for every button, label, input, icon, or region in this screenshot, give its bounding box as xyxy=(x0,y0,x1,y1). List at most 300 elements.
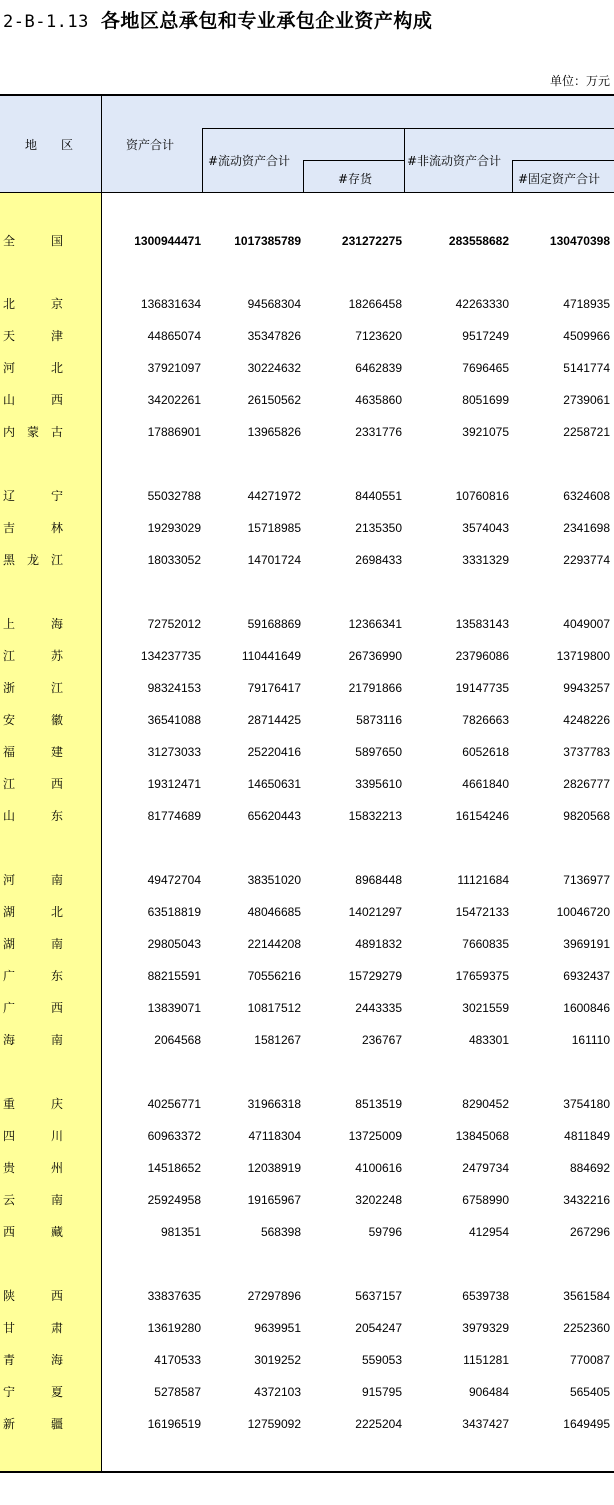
cell-inventory: 26736990 xyxy=(348,649,402,663)
region-name xyxy=(3,550,63,570)
cell-total-assets: 16196519 xyxy=(147,1417,201,1431)
region-name xyxy=(3,1286,63,1306)
cell-current-assets: 28714425 xyxy=(247,713,301,727)
cell-total-assets: 60963372 xyxy=(147,1129,201,1143)
region-name xyxy=(3,1190,63,1210)
region-name xyxy=(3,1350,63,1370)
region-name xyxy=(3,1094,63,1114)
table-row xyxy=(0,806,614,826)
region-name xyxy=(3,1126,63,1146)
table-row xyxy=(0,710,614,730)
region-name xyxy=(3,1158,63,1178)
table-row xyxy=(0,390,614,410)
cell-fixed-assets: 5141774 xyxy=(563,361,610,375)
region-char: 疆 xyxy=(50,1417,63,1431)
region-char: 上 xyxy=(3,617,16,631)
cell-current-assets: 22144208 xyxy=(247,937,301,951)
region-char: 蒙 xyxy=(26,425,39,439)
cell-inventory: 915795 xyxy=(361,1385,402,1399)
table-row xyxy=(0,1286,614,1306)
table-row xyxy=(0,294,614,314)
region-char: 辽 xyxy=(3,489,16,503)
cell-total-assets: 34202261 xyxy=(147,393,201,407)
cell-noncurrent-assets: 6539738 xyxy=(462,1289,509,1303)
cell-noncurrent-assets: 283558682 xyxy=(448,234,509,248)
cell-inventory: 15729279 xyxy=(348,969,402,983)
cell-fixed-assets: 3754180 xyxy=(563,1097,610,1111)
cell-noncurrent-assets: 6758990 xyxy=(462,1193,509,1207)
cell-noncurrent-assets: 13845068 xyxy=(455,1129,509,1143)
cell-inventory: 236767 xyxy=(361,1033,402,1047)
region-char: 苏 xyxy=(50,649,63,663)
page-title xyxy=(3,6,432,33)
region-name xyxy=(3,422,63,442)
region-char: 山 xyxy=(3,809,16,823)
cell-total-assets: 2064568 xyxy=(154,1033,201,1047)
cell-fixed-assets: 267296 xyxy=(569,1225,610,1239)
cell-total-assets: 136831634 xyxy=(140,297,201,311)
cell-total-assets: 88215591 xyxy=(147,969,201,983)
cell-current-assets: 9639951 xyxy=(254,1321,301,1335)
cell-current-assets: 1581267 xyxy=(254,1033,301,1047)
region-char: 河 xyxy=(3,361,16,375)
cell-total-assets: 72752012 xyxy=(147,617,201,631)
cell-fixed-assets: 2252360 xyxy=(563,1321,610,1335)
table-row xyxy=(0,1030,614,1050)
header-rule xyxy=(512,160,614,161)
cell-total-assets: 134237735 xyxy=(140,649,201,663)
region-name xyxy=(3,966,63,986)
region-name xyxy=(3,294,63,314)
cell-fixed-assets: 2293774 xyxy=(563,553,610,567)
cell-noncurrent-assets: 2479734 xyxy=(462,1161,509,1175)
cell-total-assets: 81774689 xyxy=(147,809,201,823)
header-current-assets: #流动资产合计 xyxy=(208,154,291,168)
region-char: 西 xyxy=(3,1225,16,1239)
cell-inventory: 21791866 xyxy=(348,681,402,695)
cell-total-assets: 29805043 xyxy=(147,937,201,951)
cell-inventory: 8440551 xyxy=(355,489,402,503)
cell-inventory: 8968448 xyxy=(355,873,402,887)
header-fixed-assets: #固定资产合计 xyxy=(518,172,601,186)
table-row xyxy=(0,646,614,666)
cell-fixed-assets: 770087 xyxy=(569,1353,610,1367)
cell-inventory: 231272275 xyxy=(341,234,402,248)
cell-inventory: 18266458 xyxy=(348,297,402,311)
region-char: 南 xyxy=(50,1193,63,1207)
header-inventory: #存货 xyxy=(338,172,373,186)
cell-inventory: 4100616 xyxy=(355,1161,402,1175)
cell-current-assets: 59168869 xyxy=(247,617,301,631)
region-char: 江 xyxy=(3,777,16,791)
cell-inventory: 5637157 xyxy=(355,1289,402,1303)
cell-current-assets: 48046685 xyxy=(247,905,301,919)
region-char: 南 xyxy=(50,873,63,887)
region-char: 国 xyxy=(50,234,63,248)
header-divider xyxy=(404,128,405,192)
cell-total-assets: 14518652 xyxy=(147,1161,201,1175)
cell-total-assets: 981351 xyxy=(160,1225,201,1239)
cell-total-assets: 25924958 xyxy=(147,1193,201,1207)
cell-fixed-assets: 6932437 xyxy=(563,969,610,983)
region-char: 徽 xyxy=(50,713,63,727)
cell-current-assets: 79176417 xyxy=(247,681,301,695)
region-char: 南 xyxy=(50,1033,63,1047)
table-row xyxy=(0,518,614,538)
cell-noncurrent-assets: 3331329 xyxy=(462,553,509,567)
header-rule xyxy=(303,160,404,161)
cell-total-assets: 1300944471 xyxy=(134,234,201,248)
cell-total-assets: 49472704 xyxy=(147,873,201,887)
cell-total-assets: 18033052 xyxy=(147,553,201,567)
region-char: 重 xyxy=(3,1097,16,1111)
cell-current-assets: 4372103 xyxy=(254,1385,301,1399)
cell-noncurrent-assets: 3021559 xyxy=(462,1001,509,1015)
cell-current-assets: 12038919 xyxy=(247,1161,301,1175)
cell-fixed-assets: 10046720 xyxy=(556,905,610,919)
header-bottom-rule xyxy=(0,192,614,193)
cell-inventory: 5873116 xyxy=(356,713,402,727)
region-char: 内 xyxy=(3,425,16,439)
cell-fixed-assets: 565405 xyxy=(569,1385,610,1399)
region-char: 京 xyxy=(50,297,63,311)
cell-current-assets: 12759092 xyxy=(247,1417,301,1431)
region-char: 四 xyxy=(3,1129,16,1143)
region-char: 建 xyxy=(50,745,63,759)
region-char: 夏 xyxy=(50,1385,63,1399)
table-row xyxy=(0,774,614,794)
cell-inventory: 12366341 xyxy=(348,617,402,631)
cell-noncurrent-assets: 23796086 xyxy=(455,649,509,663)
region-char: 江 xyxy=(50,553,63,567)
region-char: 海 xyxy=(3,1033,16,1047)
table-row xyxy=(0,934,614,954)
header-region: 地 区 xyxy=(25,138,74,152)
header-divider xyxy=(512,160,513,192)
table-row xyxy=(0,550,614,570)
region-char: 南 xyxy=(50,937,63,951)
cell-fixed-assets: 4248226 xyxy=(563,713,610,727)
cell-inventory: 559053 xyxy=(361,1353,402,1367)
cell-current-assets: 13965826 xyxy=(247,425,301,439)
cell-fixed-assets: 9820568 xyxy=(563,809,610,823)
region-char: 藏 xyxy=(50,1225,63,1239)
cell-current-assets: 47118304 xyxy=(248,1129,301,1143)
cell-fixed-assets: 2826777 xyxy=(563,777,610,791)
cell-noncurrent-assets: 4661840 xyxy=(462,777,509,791)
cell-fixed-assets: 2739061 xyxy=(563,393,610,407)
cell-noncurrent-assets: 15472133 xyxy=(455,905,509,919)
cell-inventory: 2331776 xyxy=(355,425,402,439)
region-char: 海 xyxy=(50,617,63,631)
cell-noncurrent-assets: 8051699 xyxy=(462,393,509,407)
cell-current-assets: 1017385789 xyxy=(234,234,301,248)
region-char: 西 xyxy=(50,1001,63,1015)
region-char: 北 xyxy=(50,905,63,919)
region-char: 津 xyxy=(50,329,63,343)
header-rule xyxy=(202,128,614,129)
table-row xyxy=(0,998,614,1018)
table-row xyxy=(0,231,614,251)
cell-current-assets: 110441649 xyxy=(241,649,301,663)
cell-fixed-assets: 3561584 xyxy=(563,1289,610,1303)
region-char: 宁 xyxy=(50,489,63,503)
cell-total-assets: 63518819 xyxy=(147,905,201,919)
cell-current-assets: 3019252 xyxy=(254,1353,301,1367)
region-char: 安 xyxy=(3,713,16,727)
cell-total-assets: 36541088 xyxy=(147,713,201,727)
region-char: 肃 xyxy=(50,1321,63,1335)
cell-inventory: 59796 xyxy=(368,1225,402,1239)
region-char: 东 xyxy=(50,809,63,823)
cell-noncurrent-assets: 3979329 xyxy=(462,1321,509,1335)
unit-label: 单位：万元 xyxy=(549,74,610,88)
cell-current-assets: 14650631 xyxy=(247,777,301,791)
region-char: 江 xyxy=(3,649,16,663)
table-row xyxy=(0,1414,614,1434)
region-char: 东 xyxy=(50,969,63,983)
region-char: 龙 xyxy=(26,553,39,567)
cell-current-assets: 31966318 xyxy=(247,1097,301,1111)
cell-noncurrent-assets: 906484 xyxy=(468,1385,509,1399)
cell-fixed-assets: 4718935 xyxy=(563,297,610,311)
region-name xyxy=(3,486,63,506)
region-name xyxy=(3,902,63,922)
region-name xyxy=(3,358,63,378)
region-char: 河 xyxy=(3,873,16,887)
cell-total-assets: 4170533 xyxy=(154,1353,201,1367)
cell-inventory: 13725009 xyxy=(348,1129,402,1143)
region-char: 北 xyxy=(50,361,63,375)
region-char: 天 xyxy=(3,329,16,343)
cell-noncurrent-assets: 7660835 xyxy=(462,937,509,951)
table-row xyxy=(0,1382,614,1402)
cell-fixed-assets: 4509966 xyxy=(563,329,610,343)
region-char: 新 xyxy=(3,1417,16,1431)
cell-noncurrent-assets: 3437427 xyxy=(462,1417,509,1431)
table-code: 2-B-1.13 xyxy=(3,12,89,32)
table-row xyxy=(0,358,614,378)
cell-current-assets: 70556216 xyxy=(247,969,301,983)
table-row xyxy=(0,902,614,922)
region-char: 陕 xyxy=(3,1289,16,1303)
cell-fixed-assets: 6324608 xyxy=(563,489,610,503)
cell-current-assets: 25220416 xyxy=(247,745,301,759)
cell-noncurrent-assets: 412954 xyxy=(468,1225,509,1239)
region-name xyxy=(3,1414,63,1434)
cell-current-assets: 27297896 xyxy=(247,1289,301,1303)
region-char: 江 xyxy=(50,681,63,695)
cell-noncurrent-assets: 7826663 xyxy=(462,713,509,727)
cell-noncurrent-assets: 9517249 xyxy=(462,329,509,343)
bottom-rule xyxy=(0,1471,614,1473)
cell-noncurrent-assets: 16154246 xyxy=(455,809,509,823)
region-column-bg xyxy=(0,192,101,1471)
cell-current-assets: 15718985 xyxy=(247,521,301,535)
cell-current-assets: 568398 xyxy=(260,1225,301,1239)
region-char: 山 xyxy=(3,393,16,407)
cell-fixed-assets: 1600846 xyxy=(563,1001,610,1015)
cell-current-assets: 38351020 xyxy=(247,873,301,887)
cell-noncurrent-assets: 42263330 xyxy=(455,297,509,311)
cell-current-assets: 44271972 xyxy=(247,489,301,503)
region-char: 甘 xyxy=(3,1321,16,1335)
table-row xyxy=(0,1350,614,1370)
cell-noncurrent-assets: 8290452 xyxy=(462,1097,509,1111)
cell-fixed-assets: 130470398 xyxy=(549,234,610,248)
cell-total-assets: 33837635 xyxy=(147,1289,201,1303)
cell-noncurrent-assets: 7696465 xyxy=(462,361,509,375)
region-char: 黑 xyxy=(3,553,16,567)
region-name xyxy=(3,1382,63,1402)
table-row xyxy=(0,1126,614,1146)
region-char: 西 xyxy=(50,393,63,407)
cell-noncurrent-assets: 17659375 xyxy=(455,969,509,983)
region-char: 云 xyxy=(3,1193,16,1207)
cell-inventory: 2054247 xyxy=(355,1321,402,1335)
cell-total-assets: 98324153 xyxy=(147,681,201,695)
cell-inventory: 2443335 xyxy=(355,1001,402,1015)
region-name xyxy=(3,1222,63,1242)
region-name xyxy=(3,774,63,794)
region-char: 州 xyxy=(50,1161,63,1175)
cell-inventory: 2698433 xyxy=(355,553,402,567)
cell-current-assets: 26150562 xyxy=(247,393,301,407)
region-char: 湖 xyxy=(3,937,16,951)
cell-inventory: 14021297 xyxy=(348,905,402,919)
cell-noncurrent-assets: 1151281 xyxy=(463,1353,509,1367)
region-name xyxy=(3,998,63,1018)
cell-inventory: 6462839 xyxy=(355,361,402,375)
table-row xyxy=(0,1318,614,1338)
cell-total-assets: 13619280 xyxy=(147,1321,201,1335)
region-char: 青 xyxy=(3,1353,16,1367)
cell-fixed-assets: 9943257 xyxy=(563,681,610,695)
cell-noncurrent-assets: 13583143 xyxy=(455,617,509,631)
table-row xyxy=(0,1094,614,1114)
cell-current-assets: 19165967 xyxy=(247,1193,301,1207)
region-char: 北 xyxy=(3,297,16,311)
region-char: 浙 xyxy=(3,681,16,695)
cell-noncurrent-assets: 10760816 xyxy=(455,489,509,503)
cell-fixed-assets: 3737783 xyxy=(563,745,610,759)
cell-inventory: 3395610 xyxy=(355,777,402,791)
region-char: 广 xyxy=(3,1001,16,1015)
region-char: 全 xyxy=(3,234,16,248)
region-char: 林 xyxy=(50,521,63,535)
cell-fixed-assets: 3969191 xyxy=(563,937,610,951)
cell-total-assets: 37921097 xyxy=(147,361,201,375)
header-divider xyxy=(202,128,203,192)
region-char: 海 xyxy=(50,1353,63,1367)
region-name xyxy=(3,742,63,762)
cell-total-assets: 13839071 xyxy=(147,1001,201,1015)
cell-fixed-assets: 3432216 xyxy=(563,1193,610,1207)
cell-noncurrent-assets: 19147735 xyxy=(455,681,509,695)
cell-total-assets: 44865074 xyxy=(147,329,201,343)
cell-fixed-assets: 2258721 xyxy=(563,425,610,439)
cell-inventory: 7123620 xyxy=(355,329,402,343)
table-row xyxy=(0,1222,614,1242)
cell-total-assets: 31273033 xyxy=(147,745,201,759)
cell-inventory: 5897650 xyxy=(355,745,402,759)
cell-noncurrent-assets: 11121684 xyxy=(457,873,509,887)
table-row xyxy=(0,326,614,346)
cell-total-assets: 17886901 xyxy=(147,425,201,439)
table-row xyxy=(0,422,614,442)
table-row xyxy=(0,966,614,986)
cell-inventory: 8513519 xyxy=(355,1097,402,1111)
region-name xyxy=(3,390,63,410)
cell-fixed-assets: 4811849 xyxy=(564,1129,610,1143)
region-name xyxy=(3,231,63,251)
table-row xyxy=(0,486,614,506)
region-name xyxy=(3,326,63,346)
table-row xyxy=(0,742,614,762)
cell-inventory: 4635860 xyxy=(355,393,402,407)
cell-current-assets: 35347826 xyxy=(247,329,301,343)
region-char: 湖 xyxy=(3,905,16,919)
cell-current-assets: 30224632 xyxy=(247,361,301,375)
cell-current-assets: 94568304 xyxy=(247,297,301,311)
region-name xyxy=(3,934,63,954)
region-char: 庆 xyxy=(50,1097,63,1111)
region-name xyxy=(3,806,63,826)
region-char: 宁 xyxy=(3,1385,16,1399)
table-row xyxy=(0,614,614,634)
cell-fixed-assets: 4049007 xyxy=(563,617,610,631)
region-char: 吉 xyxy=(3,521,16,535)
region-char: 广 xyxy=(3,969,16,983)
header-noncurrent-assets: #非流动资产合计 xyxy=(407,154,502,168)
table-row xyxy=(0,1158,614,1178)
region-char: 川 xyxy=(50,1129,63,1143)
cell-total-assets: 55032788 xyxy=(147,489,201,503)
cell-inventory: 2135350 xyxy=(355,521,402,535)
region-name xyxy=(3,710,63,730)
table-row xyxy=(0,1190,614,1210)
table-title: 各地区总承包和专业承包企业资产构成 xyxy=(100,10,433,32)
region-char: 贵 xyxy=(3,1161,16,1175)
cell-noncurrent-assets: 3574043 xyxy=(462,521,509,535)
region-name xyxy=(3,870,63,890)
cell-fixed-assets: 161110 xyxy=(571,1033,610,1047)
region-char: 古 xyxy=(50,425,63,439)
top-rule xyxy=(0,94,614,96)
region-char: 西 xyxy=(50,777,63,791)
region-name xyxy=(3,518,63,538)
region-name xyxy=(3,646,63,666)
cell-total-assets: 5278587 xyxy=(154,1385,201,1399)
cell-noncurrent-assets: 6052618 xyxy=(462,745,509,759)
cell-current-assets: 65620443 xyxy=(247,809,301,823)
cell-current-assets: 10817512 xyxy=(247,1001,301,1015)
region-char: 福 xyxy=(3,745,16,759)
cell-fixed-assets: 7136977 xyxy=(563,873,610,887)
cell-fixed-assets: 1649495 xyxy=(563,1417,610,1431)
header-divider xyxy=(303,160,304,192)
table-row xyxy=(0,870,614,890)
region-name xyxy=(3,614,63,634)
cell-noncurrent-assets: 3921075 xyxy=(462,425,509,439)
cell-fixed-assets: 884692 xyxy=(569,1161,610,1175)
cell-fixed-assets: 2341698 xyxy=(563,521,610,535)
table-row xyxy=(0,678,614,698)
cell-inventory: 3202248 xyxy=(355,1193,402,1207)
region-name xyxy=(3,1318,63,1338)
region-char: 西 xyxy=(50,1289,63,1303)
cell-inventory: 2225204 xyxy=(355,1417,402,1431)
